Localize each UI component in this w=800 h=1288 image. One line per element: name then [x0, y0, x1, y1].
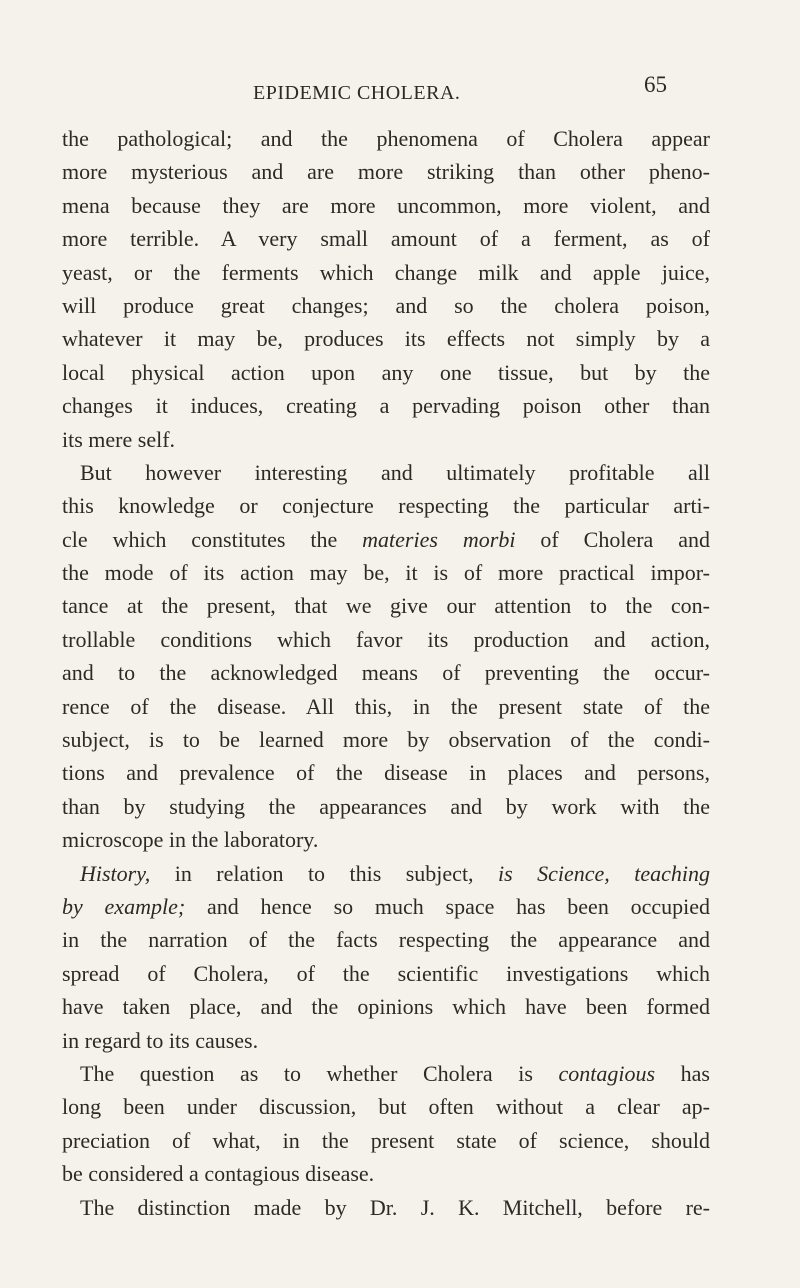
text-line: long been under discussion, but often without a clear ap-: [62, 1094, 710, 1120]
text-line: tance at the present, that we give our attention to the con-: [62, 593, 710, 619]
text-line: more mysterious and are more striking than other pheno-: [62, 159, 710, 185]
text-segment: cle which constitutes the: [62, 526, 338, 552]
running-title: EPIDEMIC CHOLERA.: [253, 82, 461, 104]
text-line: have taken place, and the opinions which have been formed: [62, 994, 710, 1020]
body-text: [62, 122, 710, 1224]
italic-term: materies morbi: [362, 526, 516, 552]
text-line: in regard to its causes.: [62, 1027, 259, 1053]
text-line: will produce great changes; and so the cholera poison,: [62, 292, 710, 318]
text-line: rence of the disease. All this, in the present state of the: [62, 693, 710, 719]
text-line: microscope in the laboratory.: [62, 827, 319, 853]
text-segment: has: [680, 1060, 710, 1086]
text-line: mena because they are more uncommon, more violent, and: [62, 192, 710, 218]
text-line: more terrible. A very small amount of a ferment, as of: [62, 226, 710, 252]
text-line: changes it induces, creating a pervading poison other than: [62, 393, 710, 419]
text-segment: in relation to this subject,: [174, 860, 474, 886]
text-line: spread of Cholera, of the scientific investigations which: [62, 960, 710, 986]
text-line: preciation of what, in the present state of science, should: [62, 1127, 710, 1153]
text-line: in the narration of the facts respecting the appearance and: [62, 927, 710, 953]
italic-term: by example;: [62, 893, 186, 919]
text-line: this knowledge or conjecture respecting the particular arti-: [62, 493, 710, 519]
text-segment: The question as to whether Cholera is: [80, 1060, 533, 1086]
text-line: subject, is to be learned more by observation of the condi-: [62, 727, 710, 753]
italic-term: History,: [80, 860, 151, 886]
text-line: [62, 1057, 710, 1090]
text-line: [62, 523, 710, 556]
text-line: whatever it may be, produces its effects not simply by a: [62, 326, 710, 352]
italic-term: contagious: [558, 1060, 656, 1086]
text-line: But however interesting and ultimately profitable all: [80, 459, 710, 485]
text-line: its mere self.: [62, 426, 176, 452]
text-segment: and hence so much space has been occupied: [206, 893, 710, 919]
text-line: The distinction made by Dr. J. K. Mitchell, before re-: [80, 1194, 710, 1220]
text-line: trollable conditions which favor its production and action,: [62, 626, 710, 652]
text-line: be considered a contagious disease.: [62, 1161, 375, 1187]
text-line: the pathological; and the phenomena of Cholera appear: [62, 126, 710, 151]
text-line: the mode of its action may be, it is of more practical impor-: [62, 560, 710, 586]
text-line: [62, 857, 710, 890]
text-line: and to the acknowledged means of preventing the occur-: [62, 660, 710, 686]
italic-term: is Science, teaching: [498, 860, 711, 886]
text-line: [62, 890, 710, 923]
text-line: than by studying the appearances and by work with the: [62, 793, 710, 819]
text-line: tions and prevalence of the disease in places and persons,: [62, 760, 710, 786]
page-number: 65: [644, 72, 667, 97]
text-line: local physical action upon any one tissue, but by the: [62, 359, 710, 385]
text-line: yeast, or the ferments which change milk and apple juice,: [62, 259, 710, 285]
text-segment: of Cholera and: [540, 526, 711, 552]
